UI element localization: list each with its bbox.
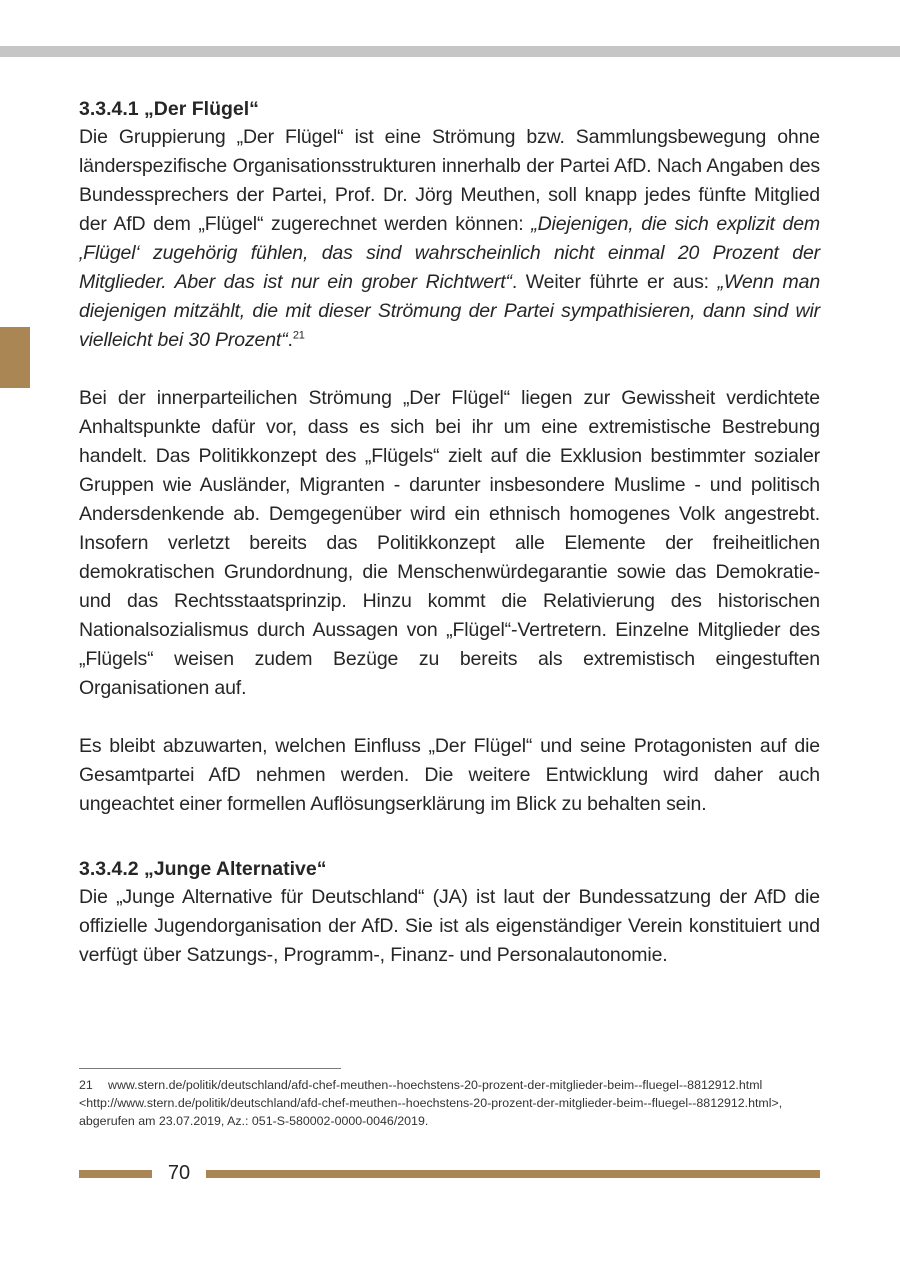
paragraph-fluegel-outlook: Es bleibt abzuwarten, welchen Einfluss „Der Flügel“ und seine Protagonisten auf die Gesamtpartei AfD nehmen werden. Die weitere Entwicklung wird daher auch ungeachtet einer formellen Auflösungserklärung im Blick zu behalten sein. <box>79 735 820 815</box>
page-content <box>79 95 820 970</box>
footnote-21 <box>79 1076 820 1130</box>
chapter-side-tab <box>0 327 30 388</box>
footer-bar-left <box>79 1170 152 1178</box>
footnote-text[interactable]: www.stern.de/politik/deutschland/afd-chef-meuthen--hoechstens-20-prozent-der-mitglieder-beim--fluegel--8812912.html <http://www.stern.de/politik/deutschland/afd-chef-meuthen--hoechstens-20-prozent-der-mitglieder-beim--fluegel--8812912.html>, abgerufen am 23.07.2019, Az.: 051-S-580002-0000-0046/2019. <box>79 1078 783 1128</box>
footnote-number: 21 <box>79 1078 93 1092</box>
footer-bar-right <box>206 1170 820 1178</box>
section-heading-junge-alternative: 3.3.4.2 „Junge Alternative“ <box>79 858 327 880</box>
paragraph-intro-text: Die Gruppierung „Der Flügel“ ist eine Strömung bzw. Sammlungsbewegung ohne länderspezifische Organisationsstrukturen innerhalb der Partei AfD. Nach Angaben des Bundessprechers der Partei, Prof. Dr. Jörg Meuthen, soll knapp jedes fünfte Mitglied der AfD dem „Flügel“ zugerechnet werden können: <box>79 126 820 235</box>
paragraph-end-text: . <box>287 329 293 351</box>
footnote-divider <box>79 1068 341 1069</box>
page-number: 70 <box>167 1162 191 1184</box>
paragraph-fluegel-intro <box>79 123 820 355</box>
paragraph-junge-alternative: Die „Junge Alternative für Deutschland“ (JA) ist laut der Bundessatzung der AfD die offizielle Jugendorganisation der AfD. Sie ist als eigenständiger Verein konstituiert und verfügt über Satzungs-, Programm-, Finanz- und Personalautonomie. <box>79 886 820 966</box>
quote-meuthen-2: „Wenn man diejenigen mitzählt, die mit dieser Strömung der Partei sympathisieren, dann sind wir vielleicht bei 30 Prozent“ <box>79 271 821 351</box>
top-rule <box>0 46 900 57</box>
quote-meuthen-1: „Diejenigen, die sich explizit dem ‚Flügel‘ zugehörig fühlen, das sind wahrscheinlich nicht einmal 20 Prozent der Mitglieder. Aber das ist nur ein grober Richtwert“ <box>79 213 820 293</box>
footnote-ref[interactable]: 21 <box>292 329 305 342</box>
paragraph-fluegel-extremism: Bei der innerparteilichen Strömung „Der Flügel“ liegen zur Gewissheit verdichtete Anhaltspunkte dafür vor, dass es sich bei ihr um eine extremistische Bestrebung handelt. Das Politikkonzept des „Flügels“ zielt auf die Exklusion bestimmter sozialer Gruppen wie Ausländer, Migranten - darunter insbesondere Muslime - und politisch Andersdenkende ab. Demgegenüber wird ein ethnisch homogenes Volk angestrebt. Insofern verletzt bereits das Politikkonzept alle Elemente der freiheitlichen demokratischen Grundordnung, die Menschenwürdegarantie sowie das Demokratie- und das Rechtsstaatsprinzip. Hinzu kommt die Relativierung des historischen Nationalsozialismus durch Aussagen von „Flügel“-Vertretern. Einzelne Mitglieder des „Flügels“ weisen zudem Bezüge zu bereits als extremistisch eingestuften Organisationen auf. <box>79 387 820 699</box>
paragraph-middle-text: . Weiter führte er aus: <box>511 271 718 293</box>
section-heading-fluegel: 3.3.4.1 „Der Flügel“ <box>79 98 259 120</box>
